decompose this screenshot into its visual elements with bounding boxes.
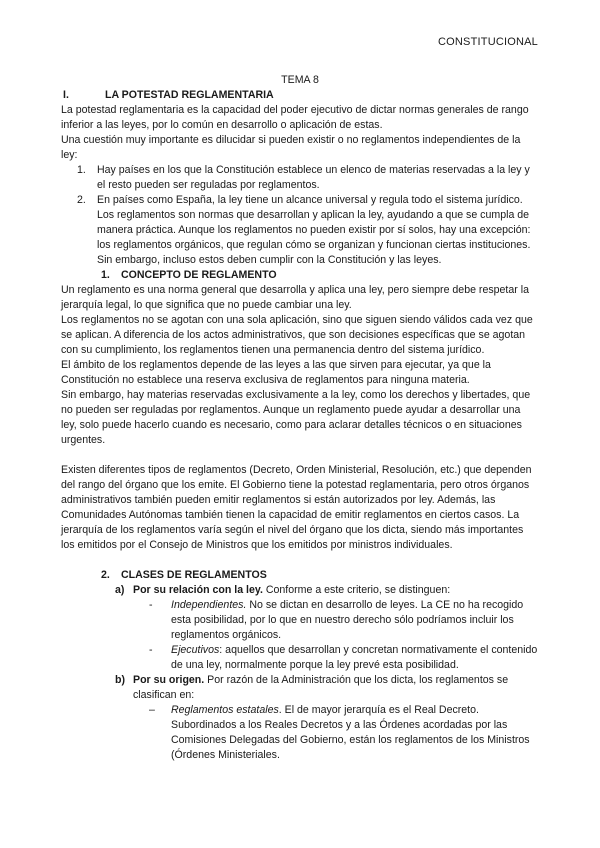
sub-item-text [171,703,539,763]
class-text [133,583,450,598]
numbered-list [61,163,539,268]
class-title: Por su relación con la ley. [133,584,263,596]
paragraph: Un reglamento es una norma general que desarrolla y aplica una ley, pero siempre debe respetar la jerarquía legal, lo que significa que no puede cambiar una ley. [61,284,529,311]
section-title: CLASES DE REGLAMENTOS [121,569,267,581]
section-title: CONCEPTO DE REGLAMENTO [121,269,277,281]
section-heading-2 [61,568,539,583]
class-item-b [61,673,539,703]
paragraph: Sin embargo, hay materias reservadas exclusivamente a la ley, como los derechos y libertades, que no pueden ser reguladas por reglamentos. Aunque un reglamento puede ayudar a desarrollar una ley, solo puede hacerlo cuando es necesario, como para aclarar detalles técnicos o en situaciones urgentes. [61,389,531,446]
section-heading-I [61,88,539,103]
list-item [61,193,539,268]
list-marker: 1. [77,164,86,176]
paragraph: La potestad reglamentaria es la capacidad del poder ejecutivo de dictar normas generales de rango inferior a las leyes, por lo común en desarrollo o aplicación de estas. [61,104,529,131]
paragraph: Una cuestión muy importante es dilucidar si pueden existir o no reglamentos independientes de la ley: [61,134,521,161]
sub-item-text [171,598,539,643]
document-body [61,73,539,763]
sub-item [61,598,539,643]
dash-marker: - [149,599,153,611]
sub-item-text [171,643,539,673]
class-text [133,673,539,703]
dash-marker: - [149,644,153,656]
list-item-text: Hay países en los que la Constitución establece un elenco de materias reservadas a la ley y el resto pueden ser reguladas por reglamentos. [97,164,530,191]
paragraph: Los reglamentos no se agotan con una sola aplicación, sino que siguen siendo válidos cada vez que se aplican. A diferencia de los actos administrativos, que son decisiones específicas que se agotan con su cumplimiento, los reglamentos tienen una permanencia dentro del sistema jurídico. [61,314,533,356]
paragraph: Existen diferentes tipos de reglamentos (Decreto, Orden Ministerial, Resolución, etc.) que dependen del rango del órgano que los emite. El Gobierno tiene la potestad reglamentaria, pero otros órganos administrativos también pueden emitir reglamentos si están autorizados por ley. Además, las Comunidades Autónomas también tienen la capacidad de emitir reglamentos en ciertos casos. La jerarquía de los reglamentos varía según el nivel del órgano que los dicta, siendo más importantes los emitidos por el Consejo de Ministros que los emitidos por ministros individuales. [61,464,532,551]
term-description: No se dictan en desarrollo de leyes. La CE no ha recogido esta posibilidad, por lo que en nuestro derecho sólo podríamos incluir los reglamentos orgánicos. [171,599,524,641]
list-marker: b) [115,674,125,686]
list-marker: a) [115,584,125,596]
sub-item [61,703,539,763]
class-item-a [61,583,539,598]
paragraph: El ámbito de los reglamentos depende de las leyes a las que sirven para ejecutar, ya que la Constitución no establece una reserva exclusiva de reglamentos para ninguna materia. [61,359,491,386]
section-number: 1. [101,269,110,281]
term-description: . El de mayor jerarquía es el Real Decreto. Subordinados a los Reales Decretos y a las Órdenes acordadas por las Comisiones Delegadas del Gobierno, están los reglamentos de los Ministros (Órdenes Ministeriales. [171,704,530,761]
list-item [61,163,539,193]
list-marker: 2. [77,194,86,206]
section-heading-1 [61,268,539,283]
page-header: CONSTITUCIONAL [438,36,538,48]
section-number: I. [63,89,69,101]
dash-marker: – [149,704,155,716]
class-description: Conforme a este criterio, se distinguen: [262,584,451,596]
class-title: Por su origen. [133,674,205,686]
term: Ejecutivos [171,644,220,656]
document-title: TEMA 8 [281,74,319,86]
term: Independientes. [171,599,247,611]
sub-item [61,643,539,673]
term: Reglamentos estatales [171,704,279,716]
class-description: Por razón de la Administración que los dicta, los reglamentos se clasifican en: [133,674,509,701]
section-title: LA POTESTAD REGLAMENTARIA [105,89,274,101]
section-number: 2. [101,569,110,581]
list-item-text: En países como España, la ley tiene un alcance universal y regula todo el sistema jurídico. Los reglamentos son normas que desarrollan y aplican la ley, ayudando a que se cumpla de manera práctica. Aunque los reglamentos no pueden existir por sí solos, hay una excepción: los reglamentos orgánicos, que regulan cómo se organizan y funcionan ciertas instituciones. Sin embargo, incluso estos deben cumplir con la Constitución y las leyes. [97,194,531,266]
term-description: : aquellos que desarrollan y concretan normativamente el contenido de una ley, normalmente porque la ley prevé esta posibilidad. [171,644,538,671]
